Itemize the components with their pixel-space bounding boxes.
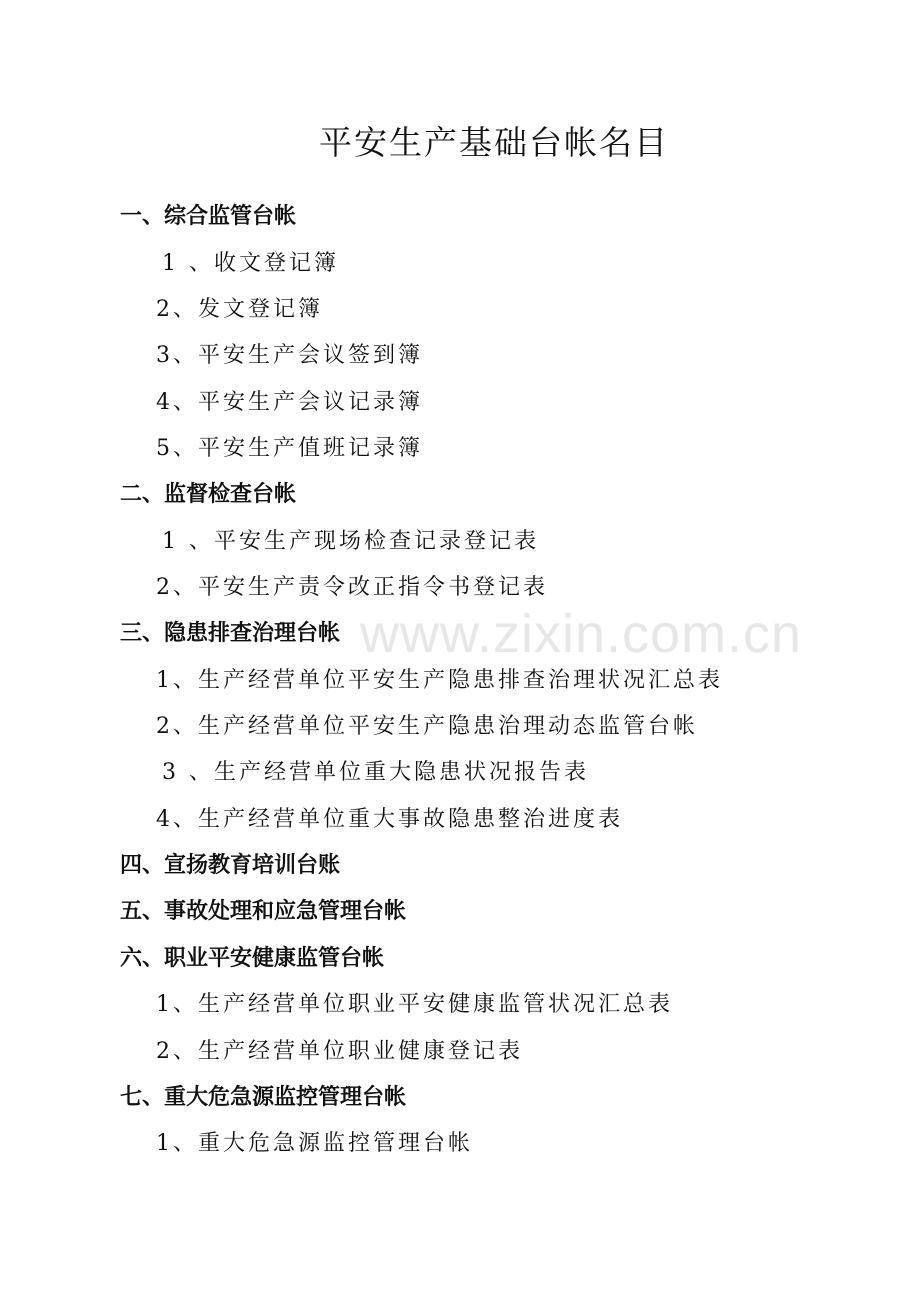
list-item: 1、生产经营单位平安生产隐患排查治理状况汇总表 — [156, 668, 723, 693]
list-item: 1 、平安生产现场检查记录登记表 — [162, 529, 539, 554]
list-item: 2、发文登记簿 — [156, 297, 323, 322]
list-item: 2、生产经营单位职业健康登记表 — [156, 1039, 523, 1064]
section-heading: 一、综合监管台帐 — [120, 204, 297, 229]
list-item: 1 、收文登记簿 — [162, 251, 339, 276]
section-heading: 五、事故处理和应急管理台帐 — [120, 899, 407, 924]
section-heading: 四、宣扬教育培训台账 — [120, 853, 341, 878]
section-heading: 二、监督检查台帐 — [120, 482, 297, 507]
list-item: 5、平安生产值班记录簿 — [156, 436, 423, 461]
section-heading: 七、重大危急源监控管理台帐 — [120, 1085, 407, 1110]
list-item: 1、生产经营单位职业平安健康监管状况汇总表 — [156, 992, 673, 1017]
list-item: 4、生产经营单位重大事故隐患整治进度表 — [156, 807, 623, 832]
list-item: 2、生产经营单位平安生产隐患治理动态监管台帐 — [156, 714, 698, 739]
list-item: 3、平安生产会议签到簿 — [156, 343, 423, 368]
list-item: 2、平安生产责令改正指令书登记表 — [156, 575, 548, 600]
section-heading: 六、职业平安健康监管台帐 — [120, 946, 385, 971]
document-title: 平安生产基础台帐名目 — [319, 123, 669, 162]
list-item: 4、平安生产会议记录簿 — [156, 390, 423, 415]
list-item: 1、重大危急源监控管理台帐 — [156, 1131, 473, 1156]
list-item: 3 、生产经营单位重大隐患状况报告表 — [162, 760, 589, 785]
section-heading: 三、隐患排查治理台帐 — [120, 621, 341, 646]
watermark: www.zixin.com.cn — [360, 604, 803, 664]
